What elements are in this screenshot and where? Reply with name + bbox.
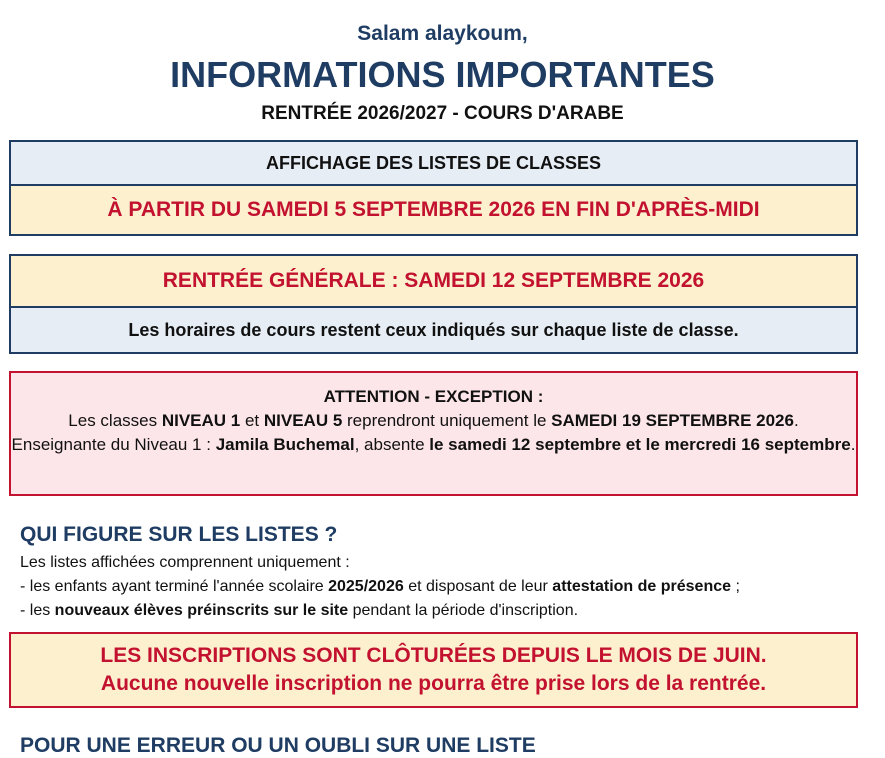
exception-line-2: Enseignante du Niveau 1 : Jamila Buchemal, absente le samedi 12 septembre et le mercredi 16 septembre. [11, 435, 856, 454]
exception-line-1: Les classes NIVEAU 1 et NIVEAU 5 reprendront uniquement le SAMEDI 19 SEPTEMBRE 2026. [68, 411, 799, 430]
who-list [20, 551, 870, 623]
who-intro: Les listes affichées comprennent uniquement : [20, 554, 350, 571]
section-title-error: POUR UNE ERREUR OU UN OUBLI SUR UNE LISTE [20, 734, 536, 757]
class-lists-date: À PARTIR DU SAMEDI 5 SEPTEMBRE 2026 EN FIN D'APRÈS-MIDI [11, 184, 856, 234]
page-title: INFORMATIONS IMPORTANTES [170, 54, 715, 95]
greeting: Salam alaykoum, [357, 22, 528, 45]
class-lists-box [9, 140, 858, 236]
rentree-box [9, 254, 858, 354]
list-item: - les enfants ayant terminé l'année scolaire 2025/2026 et disposant de leur attestation de présence ; [20, 578, 740, 595]
closed-line-1: LES INSCRIPTIONS SONT CLÔTURÉES DEPUIS LE MOIS DE JUIN. [100, 644, 767, 667]
rentree-heading: RENTRÉE GÉNÉRALE : SAMEDI 12 SEPTEMBRE 2026 [11, 256, 856, 306]
exception-box [9, 371, 858, 496]
list-item: - les nouveaux élèves préinscrits sur le site pendant la période d'inscription. [20, 602, 579, 619]
inscriptions-closed-box [9, 632, 858, 708]
rentree-note: Les horaires de cours restent ceux indiqués sur chaque liste de classe. [11, 306, 856, 352]
class-lists-heading: AFFICHAGE DES LISTES DE CLASSES [11, 142, 856, 184]
exception-title: ATTENTION - EXCEPTION : [323, 387, 544, 406]
section-title-who: QUI FIGURE SUR LES LISTES ? [20, 523, 338, 546]
closed-line-2: Aucune nouvelle inscription ne pourra être prise lors de la rentrée. [100, 672, 767, 695]
page-subtitle: RENTRÉE 2026/2027 - COURS D'ARABE [261, 103, 624, 124]
